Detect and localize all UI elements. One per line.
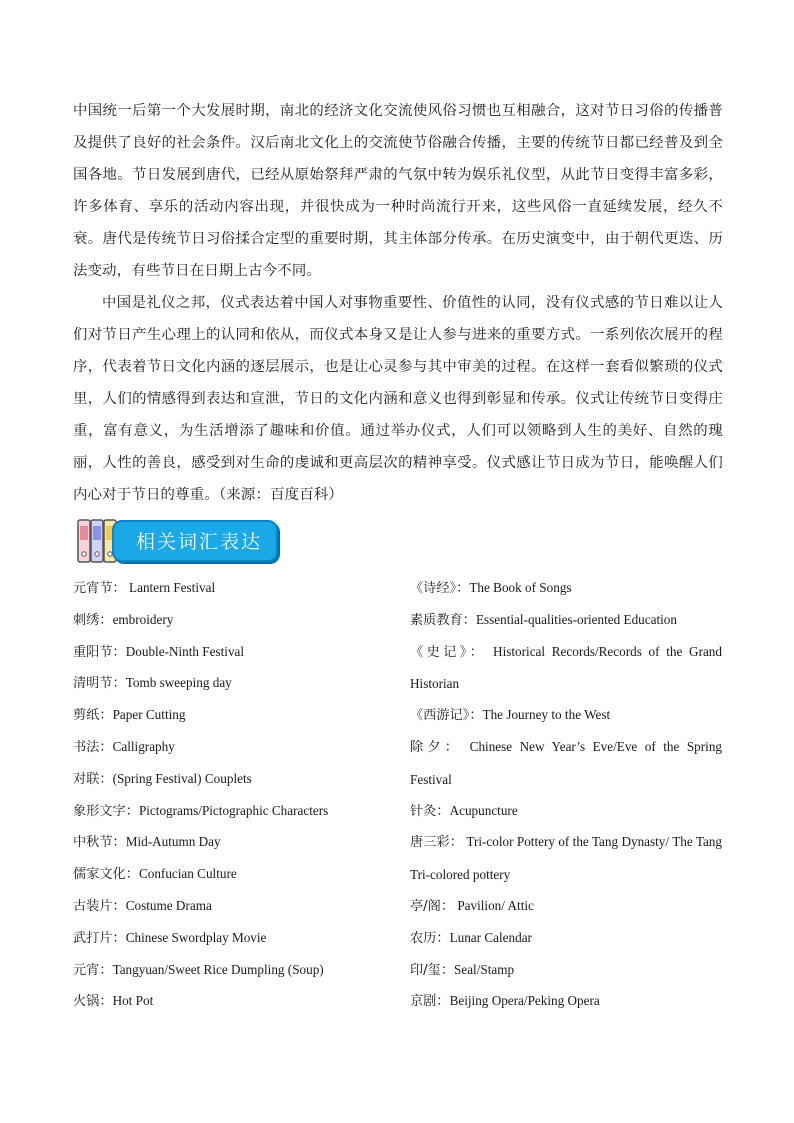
vocab-entry <box>73 954 393 986</box>
vocab-chinese: 《诗经》： <box>410 581 470 596</box>
vocab-english: The Journey to the West <box>482 707 611 723</box>
vocab-chinese: 农历： <box>410 930 450 946</box>
vocab-english: Seal/Stamp <box>454 961 515 977</box>
vocab-entry <box>410 826 722 890</box>
vocab-chinese: 针灸： <box>410 803 450 819</box>
vocab-english: Costume Drama <box>125 897 212 913</box>
vocab-entry <box>410 795 722 827</box>
vocab-english: Confucian Culture <box>138 866 237 882</box>
vocab-english: Mid-Autumn Day <box>125 834 221 850</box>
vocab-english: Lunar Calendar <box>449 929 532 945</box>
vocab-entry <box>73 890 393 922</box>
vocab-chinese: 《史记》： <box>410 644 487 660</box>
vocab-english: The Book of Songs <box>469 580 572 595</box>
vocab-entry <box>73 922 393 954</box>
vocab-english: Hot Pot <box>112 993 154 1009</box>
vocab-entry <box>410 636 722 700</box>
vocab-list-right <box>410 572 722 1017</box>
vocab-entry <box>73 985 393 1017</box>
vocab-entry <box>410 699 722 731</box>
vocab-english: Essential-qualities-oriented Education <box>475 611 677 627</box>
vocab-chinese: 印/玺： <box>410 962 455 978</box>
section-header-vocabulary <box>76 516 282 566</box>
vocab-chinese: 中秋节： <box>73 835 126 851</box>
vocab-english: Tri-color Pottery of the Tang Dynasty/ The Tang Tri-colored pottery <box>410 834 722 883</box>
vocab-entry <box>73 858 393 890</box>
vocab-english: Tangyuan/Sweet Rice Dumpling (Soup) <box>112 961 324 977</box>
vocab-english: Pictograms/Pictographic Characters <box>138 802 329 818</box>
vocab-chinese: 对联： <box>73 771 113 787</box>
vocab-entry <box>73 731 393 763</box>
vocab-english: Calligraphy <box>112 738 175 754</box>
vocab-english: Acupuncture <box>449 802 518 818</box>
vocab-entry <box>73 572 393 604</box>
vocab-chinese: 元宵： <box>73 962 113 978</box>
vocab-chinese: 剪纸： <box>73 708 113 724</box>
vocab-english: Paper Cutting <box>112 707 186 723</box>
vocab-list-left <box>73 572 393 1017</box>
vocab-english: Lantern Festival <box>125 580 216 595</box>
vocab-chinese: 京剧： <box>410 994 450 1010</box>
vocab-entry <box>410 731 722 795</box>
vocab-entry <box>410 985 722 1017</box>
vocab-chinese: 亭/阁： <box>410 898 455 914</box>
vocab-english: embroidery <box>112 611 174 627</box>
vocab-chinese: 书法： <box>73 739 113 755</box>
vocab-chinese: 除夕： <box>410 739 463 755</box>
vocab-chinese: 唐三彩： <box>410 835 464 851</box>
vocab-entry <box>73 636 393 668</box>
vocab-entry <box>73 763 393 795</box>
vocab-chinese: 清明节： <box>73 676 126 692</box>
vocab-chinese: 象形文字： <box>73 803 139 819</box>
vocab-entry <box>73 604 393 636</box>
vocab-english: Pavilion/ Attic <box>454 897 534 913</box>
vocab-english: Beijing Opera/Peking Opera <box>449 993 600 1009</box>
vocab-english: Double-Ninth Festival <box>125 643 245 659</box>
vocab-english: Historical Records/Records of the Grand Historian <box>410 643 722 692</box>
vocab-entry <box>73 699 393 731</box>
vocab-entry <box>410 954 722 986</box>
vocab-english: Chinese New Year’s Eve/Eve of the Spring Festival <box>410 738 723 787</box>
vocab-english: Tomb sweeping day <box>125 675 232 691</box>
vocab-chinese: 元宵节： <box>73 581 126 596</box>
vocab-entry <box>410 604 722 636</box>
vocab-chinese: 重阳节： <box>73 644 126 660</box>
section-title: 相关词汇表达 <box>136 531 263 553</box>
vocab-entry <box>73 667 393 699</box>
vocab-chinese: 刺绣： <box>73 612 113 628</box>
paragraph-ritual: 中国是礼仪之邦，仪式表达着中国人对事物重要性、价值性的认同，没有仪式感的节日难以让人们对节日产生心理上的认同和依从，而仪式本身又是让人参与进来的重要方式。一系列依次展开的程序，代表着节日文化内涵的逐层展示，也是让心灵参与其中审美的过程。在这样一套看似繁琐的仪式里，人们的情感得到表达和宣泄，节日的文化内涵和意义也得到彰显和传承。仪式让传统节日变得庄重，富有意义，为生活增添了趣味和价值。通过举办仪式，人们可以领略到人生的美好、自然的瑰丽，人性的善良，感受到对生命的虔诚和更高层次的精神享受。仪式感让节日成为节日，能唤醒人们内心对于节日的尊重。（来源：百度百科） <box>73 295 723 503</box>
vocab-entry <box>410 890 722 922</box>
vocab-chinese: 古装片： <box>73 898 126 914</box>
vocab-entry <box>410 572 722 604</box>
vocab-chinese: 儒家文化： <box>73 867 139 883</box>
vocab-entry <box>73 826 393 858</box>
vocab-entry <box>73 795 393 827</box>
vocab-chinese: 素质教育： <box>410 612 476 628</box>
vocab-chinese: 《西游记》： <box>410 708 483 724</box>
vocab-chinese: 武打片： <box>73 930 126 946</box>
paragraph-history: 中国统一后第一个大发展时期，南北的经济文化交流使风俗习惯也互相融合，这对节日习俗的传播普及提供了良好的社会条件。汉后南北文化上的交流使节俗融合传播，主要的传统节日都已经普及到全国各地。节日发展到唐代，已经从原始祭拜严肃的气氛中转为娱乐礼仪型，从此节日变得丰富多彩，许多体育、享乐的活动内容出现，并很快成为一种时尚流行开来，这些风俗一直延续发展，经久不衰。唐代是传统节日习俗揉合定型的重要时期，其主体部分传承。在历史演变中，由于朝代更迭、历法变动，有些节日在日期上古今不同。 <box>73 103 723 279</box>
vocab-english: (Spring Festival) Couplets <box>112 770 252 786</box>
vocab-english: Chinese Swordplay Movie <box>125 929 267 945</box>
vocab-entry <box>410 922 722 954</box>
vocab-chinese: 火锅： <box>73 994 113 1010</box>
